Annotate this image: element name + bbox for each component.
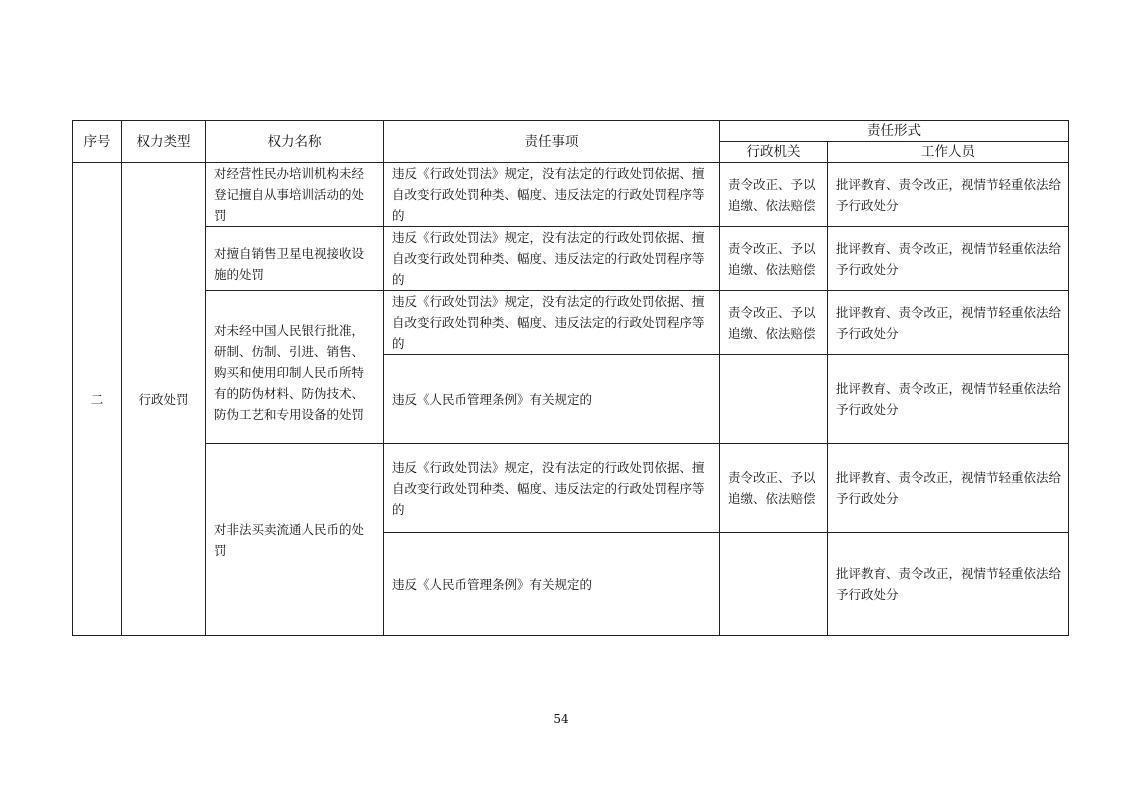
responsibility-text: 违反《人民币管理条例》有关规定的 xyxy=(392,576,593,592)
staff-text: 批评教育、责令改正，视情节轻重依法给予行政处分 xyxy=(836,566,1062,602)
power-name-cell xyxy=(206,163,384,227)
power-name-text: 对非法买卖流通人民币的处罚 xyxy=(214,521,365,558)
admin-org-cell xyxy=(720,227,828,291)
responsibility-cell xyxy=(384,355,720,444)
responsibility-text: 违反《人民币管理条例》有关规定的 xyxy=(392,391,593,407)
header-admin-org: 行政机关 xyxy=(720,142,828,163)
admin-org-cell xyxy=(720,291,828,355)
staff-text: 批评教育、责令改正，视情节轻重依法给予行政处分 xyxy=(836,240,1062,277)
staff-text: 批评教育、责令改正，视情节轻重依法给予行政处分 xyxy=(836,470,1062,506)
staff-cell xyxy=(828,533,1069,636)
admin-org-cell xyxy=(720,533,828,636)
power-name-cell xyxy=(206,291,384,444)
admin-org-cell xyxy=(720,444,828,533)
power-name-text: 对擅自销售卫星电视接收设施的处罚 xyxy=(214,245,365,282)
group-seq xyxy=(73,163,122,636)
header-staff: 工作人员 xyxy=(828,142,1069,163)
table-row xyxy=(73,163,1069,227)
header-responsibility-form: 责任形式 xyxy=(720,121,1069,142)
power-name-text: 对经营性民办培训机构未经登记擅自从事培训活动的处罚 xyxy=(214,166,365,223)
admin-org-text: 责令改正、予以追缴、依法赔偿 xyxy=(728,470,816,506)
staff-cell xyxy=(828,163,1069,227)
table-row xyxy=(73,291,1069,355)
admin-org-text: 责令改正、予以追缴、依法赔偿 xyxy=(728,304,816,341)
power-name-text: 对未经中国人民银行批准，研制、仿制、引进、销售、购买和使用印制人民币所特有的防伪材料、防伪技术、防伪工艺和专用设备的处罚 xyxy=(214,322,365,422)
header-seq: 序号 xyxy=(73,121,122,163)
power-name-cell xyxy=(206,444,384,636)
staff-text: 批评教育、责令改正，视情节轻重依法给予行政处分 xyxy=(836,304,1062,341)
responsibility-text: 违反《行政处罚法》规定，没有法定的行政处罚依据、擅自改变行政处罚种类、幅度、违反法定的行政处罚程序等的 xyxy=(392,459,705,517)
group-seq-text: 二 xyxy=(90,391,104,407)
table-row xyxy=(73,444,1069,533)
power-name-cell xyxy=(206,227,384,291)
staff-cell xyxy=(828,444,1069,533)
responsibility-cell xyxy=(384,227,720,291)
staff-text: 批评教育、责令改正，视情节轻重依法给予行政处分 xyxy=(836,176,1062,213)
staff-cell xyxy=(828,291,1069,355)
responsibility-cell xyxy=(384,444,720,533)
staff-cell xyxy=(828,355,1069,444)
group-power-type xyxy=(122,163,206,636)
admin-org-text: 责令改正、予以追缴、依法赔偿 xyxy=(728,176,816,213)
staff-text: 批评教育、责令改正，视情节轻重依法给予行政处分 xyxy=(836,381,1062,417)
responsibility-table xyxy=(72,120,1069,636)
group-power-type-text: 行政处罚 xyxy=(138,391,189,407)
responsibility-text: 违反《行政处罚法》规定，没有法定的行政处罚依据、擅自改变行政处罚种类、幅度、违反法定的行政处罚程序等的 xyxy=(392,294,705,351)
admin-org-cell xyxy=(720,355,828,444)
header-power-type: 权力类型 xyxy=(122,121,206,163)
admin-org-cell xyxy=(720,163,828,227)
page-number: 54 xyxy=(553,712,569,726)
responsibility-cell xyxy=(384,533,720,636)
responsibility-cell xyxy=(384,163,720,227)
staff-cell xyxy=(828,227,1069,291)
table-row xyxy=(73,227,1069,291)
header-responsibility: 责任事项 xyxy=(384,121,720,163)
responsibility-text: 违反《行政处罚法》规定，没有法定的行政处罚依据、擅自改变行政处罚种类、幅度、违反法定的行政处罚程序等的 xyxy=(392,166,705,223)
responsibility-text: 违反《行政处罚法》规定，没有法定的行政处罚依据、擅自改变行政处罚种类、幅度、违反法定的行政处罚程序等的 xyxy=(392,230,705,287)
responsibility-cell xyxy=(384,291,720,355)
header-power-name: 权力名称 xyxy=(206,121,384,163)
admin-org-text: 责令改正、予以追缴、依法赔偿 xyxy=(728,240,816,277)
